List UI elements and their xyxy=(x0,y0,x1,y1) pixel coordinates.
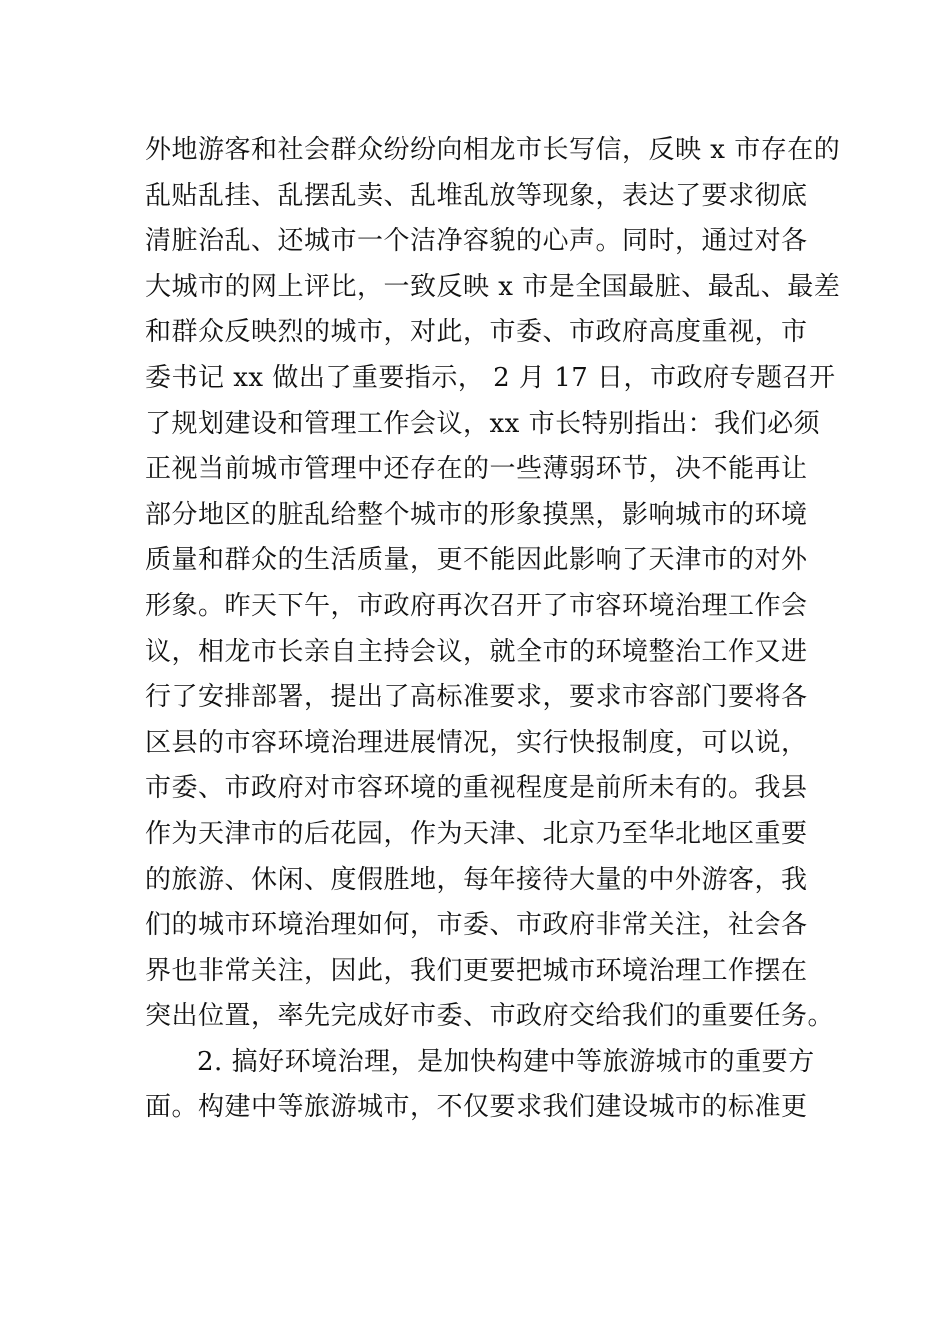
paragraph-start-line: 2. 搞好环境治理，是加快构建中等旅游城市的重要方 xyxy=(197,1046,815,1077)
text-line: 外地游客和社会群众纷纷向相龙市长写信，反映 x 市存在的 xyxy=(145,135,841,165)
text-line: 界也非常关注，因此，我们更要把城市环境治理工作摆在 xyxy=(145,955,808,986)
text-line: 正视当前城市管理中还存在的一些薄弱环节，决不能再让 xyxy=(145,454,808,485)
text-line: 突出位置，率先完成好市委、市政府交给我们的重要任务。 xyxy=(145,1001,835,1032)
text-line: 作为天津市的后花园，作为天津、北京乃至华北地区重要 xyxy=(145,818,808,849)
text-line: 和群众反映烈的城市，对此，市委、市政府高度重视，市 xyxy=(145,317,808,348)
text-line: 的旅游、休闲、度假胜地，每年接待大量的中外游客，我 xyxy=(145,864,808,895)
text-line: 质量和群众的生活质量，更不能因此影响了天津市的对外 xyxy=(145,545,808,576)
text-line: 面。构建中等旅游城市，不仅要求我们建设城市的标准更 xyxy=(145,1092,808,1123)
text-line: 清脏治乱、还城市一个洁净容貌的心声。同时，通过对各 xyxy=(145,226,808,257)
text-line: 委书记 xx 做出了重要指示， 2 月 17 日，市政府专题召开 xyxy=(145,362,836,393)
text-line: 市委、市政府对市容环境的重视程度是前所未有的。我县 xyxy=(145,773,808,804)
text-line: 形象。昨天下午，市政府再次召开了市容环境治理工作会 xyxy=(145,590,808,621)
text-line: 行了安排部署，提出了高标准要求，要求市容部门要将各 xyxy=(145,682,808,713)
text-line: 部分地区的脏乱给整个城市的形象摸黑，影响城市的环境 xyxy=(145,499,808,530)
text-line: 了规划建设和管理工作会议，xx 市长特别指出：我们必须 xyxy=(145,408,821,439)
body-text xyxy=(145,128,841,1131)
text-line: 大城市的网上评比，一致反映 x 市是全国最脏、最乱、最差 xyxy=(145,271,841,302)
text-line: 区县的市容环境治理进展情况，实行快报制度，可以说， xyxy=(145,727,808,758)
text-line: 议，相龙市长亲自主持会议，就全市的环境整治工作又进 xyxy=(145,636,808,667)
text-line: 乱贴乱挂、乱摆乱卖、乱堆乱放等现象，表达了要求彻底 xyxy=(145,180,808,211)
text-line: 们的城市环境治理如何，市委、市政府非常关注，社会各 xyxy=(145,910,808,941)
